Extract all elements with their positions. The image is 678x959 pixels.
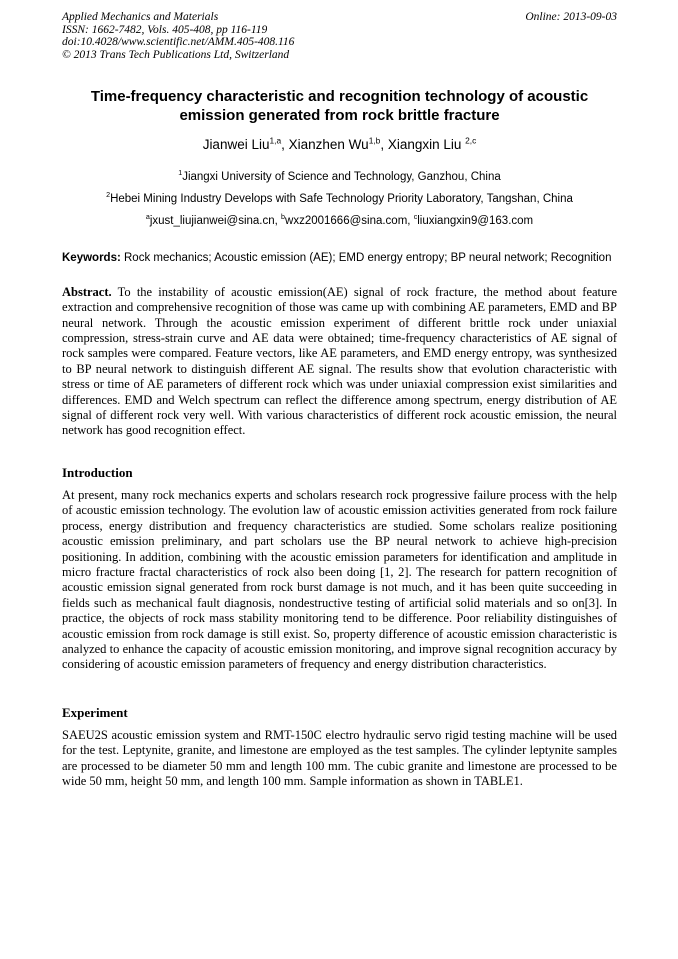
email-separator: ,	[274, 214, 282, 227]
author-separator: ,	[281, 136, 289, 152]
email-text: liuxiangxin9@163.com	[417, 214, 534, 227]
online-date: Online: 2013-09-03	[525, 11, 617, 23]
affiliation-superscript: 2	[106, 190, 111, 199]
author-superscript: 1,a	[269, 135, 282, 146]
author	[388, 137, 476, 152]
author-superscript: 1,b	[368, 135, 381, 146]
email-separator: ,	[407, 214, 414, 227]
paper-title: Time-frequency characteristic and recognition technology of acoustic emission generated from rock brittle fracture	[90, 87, 589, 124]
author-name: Jianwei Liu	[202, 136, 270, 152]
doi-line: doi:10.4028/www.scientific.net/AMM.405-408.116	[62, 36, 295, 49]
affiliation-text: Hebei Mining Industry Develops with Safe Technology Priority Laboratory, Tangshan, China	[110, 192, 573, 205]
affiliation-text: Jiangxi University of Science and Technology, Ganzhou, China	[182, 170, 501, 183]
introduction-paragraph: At present, many rock mechanics experts and scholars research rock progressive failure process with the help of acoustic emission technology. The evolution law of acoustic emission activities generated from rock failure process, energy distribution and frequency characteristics are studied. Some scholars realize positioning acoustic emission preliminary, and part scholars use the BP neural network to achieve high-precision positioning. In addition, combining with the acoustic emission parameters for identification and amplitude in micro fracture fractal characteristics of rock also been doing [1, 2]. The research for pattern recognition of acoustic emission signal generated from rock burst damage is not much, and it has been quite succeeding in fields such as mechanical fault diagnosis, nondestructive testing of artificial solid materials and so on[3]. In practice, the objects of rock mass stability monitoring tend to be difference. Poor reliability distinguishes of acoustic emission from rock damage is still exist. So, property difference of acoustic emission characteristic is analyzed to enhance the capacity of acoustic emission monitoring, and improve signal recognition accuracy by considering of acoustic emission parameters of frequency and energy distribution characteristics.	[62, 487, 617, 672]
email-text: jxust_liujianwei@sina.cn	[149, 214, 275, 227]
section-heading-experiment: Experiment	[62, 704, 128, 720]
copyright-line: © 2013 Trans Tech Publications Ltd, Switzerland	[62, 49, 290, 62]
author	[289, 137, 388, 152]
author-list	[62, 137, 617, 152]
email-line	[62, 210, 617, 232]
affiliation	[62, 166, 617, 188]
journal-info	[62, 11, 294, 62]
issn-line: ISSN: 1662-7482, Vols. 405-408, pp 116-119	[62, 23, 268, 36]
keywords-line	[62, 250, 617, 266]
abstract-label: Abstract.	[62, 284, 112, 299]
author-email	[145, 212, 282, 227]
author-separator: ,	[380, 136, 388, 152]
keywords-label: Keywords:	[62, 251, 121, 264]
author-superscript: 2,c	[465, 135, 477, 146]
affiliation	[62, 188, 617, 210]
journal-header	[62, 11, 617, 62]
affiliation-block	[62, 166, 617, 232]
journal-name: Applied Mechanics and Materials	[62, 11, 219, 23]
author-email	[281, 212, 414, 227]
email-superscript: b	[281, 212, 286, 221]
email-superscript: c	[413, 212, 418, 221]
author-email	[413, 212, 534, 227]
email-text: wxz2001666@sina.com	[285, 214, 408, 227]
experiment-paragraph: SAEU2S acoustic emission system and RMT-150C electro hydraulic servo rigid testing machine will be used for the test. Leptynite, granite, and limestone are employed as the test samples. The cylinder leptynite samples are processed to be diameter 50 mm and length 100 mm. The cubic granite and limestone are processed to be wide 50 mm, height 50 mm, and length 100 mm. Sample information as shown in TABLE1.	[62, 727, 617, 788]
author	[203, 137, 289, 152]
affiliation-superscript: 1	[178, 168, 183, 177]
author-name: Xiangxin Liu	[387, 136, 466, 152]
email-superscript: a	[145, 212, 150, 221]
section-heading-introduction: Introduction	[62, 464, 133, 480]
abstract-paragraph	[62, 285, 617, 439]
keywords-text: Rock mechanics; Acoustic emission (AE); EMD energy entropy; BP neural network; Recognition	[120, 251, 612, 264]
author-name: Xianzhen Wu	[288, 136, 369, 152]
abstract-text: To the instability of acoustic emission(AE) signal of rock fracture, the method about feature extraction and comprehensive recognition of those was came up with combining AE parameters, EMD and BP neural network. Through the acoustic emission experiment of different brittle rock under uniaxial compression, stress-strain curve and AE data were obtained; time-frequency characteristics of AE signal of rock samples were compared. Feature vectors, like AE parameters, and EMD energy entropy, was synthesized to BP neural network to distinguish different AE signal. The results show that evolution characteristic with stress or time of AE parameters of different rock which was under uniaxial compression exist similarities and differences. EMD and Welch spectrum can reflect the difference among spectrum, energy distribution of AE signal of different rock very well. With various characteristics of different rock acoustic emission, the neural network has good recognition effect.	[62, 284, 617, 438]
